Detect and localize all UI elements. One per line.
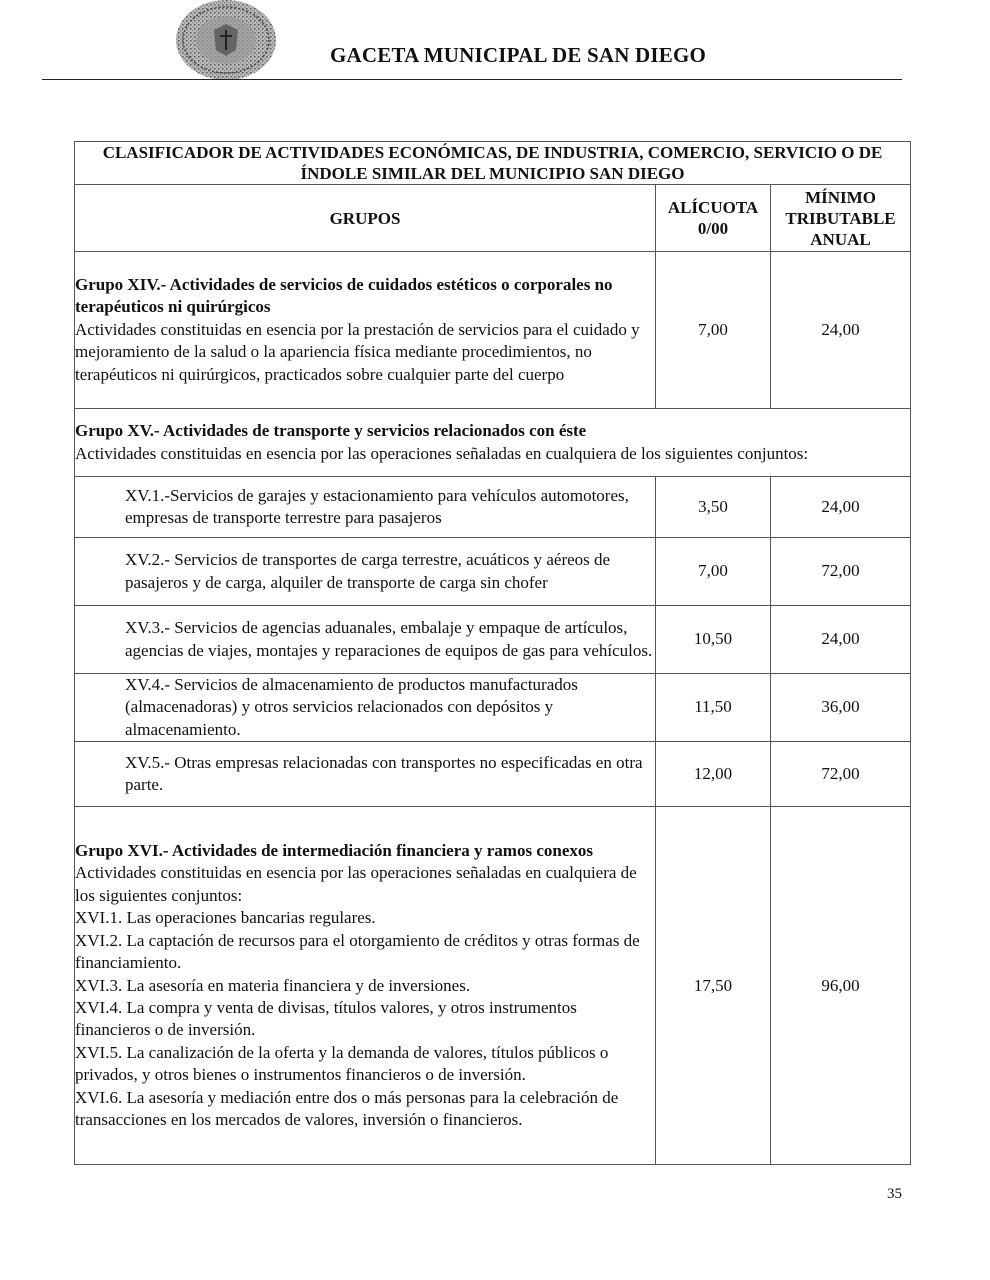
rate-header-line: ALÍCUOTA bbox=[667, 198, 759, 217]
table-row-group-xvi bbox=[75, 807, 911, 1165]
table-title-row bbox=[75, 142, 911, 185]
subgroup-xv-1-rate: 3,50 bbox=[656, 477, 771, 538]
minimum-header-line: MÍNIMO bbox=[805, 187, 876, 207]
group-xiv-description: Actividades constituidas en esencia por la prestación de servicios para el cuidado y mejoramiento de la salud o la apariencia física mediante procedimientos, no terapéuticos ni quirúrgicos, practicados sobre cualquier parte del cuerpo bbox=[75, 319, 640, 384]
group-xvi-cell bbox=[75, 807, 656, 1165]
subgroup-xv-3-description: XV.3.- Servicios de agencias aduanales, embalaje y empaque de artículos, agencias de viajes, montajes y reparaciones de equipos de gas para vehículos. bbox=[75, 606, 656, 674]
rate-header-unit: 0/00 bbox=[697, 219, 729, 238]
subgroup-xv-5-rate: 12,00 bbox=[656, 742, 771, 807]
group-xvi-rate: 17,50 bbox=[656, 807, 771, 1165]
table-row-group-xv bbox=[75, 409, 911, 477]
subgroup-xv-1-minimum: 24,00 bbox=[771, 477, 911, 538]
subgroup-xv-4-minimum: 36,00 bbox=[771, 674, 911, 742]
group-xvi-name: Grupo XVI.- Actividades de intermediación financiera y ramos conexos bbox=[75, 841, 593, 861]
group-xv-cell bbox=[75, 409, 911, 477]
group-xvi-item: XVI.1. Las operaciones bancarias regulares. bbox=[75, 908, 376, 928]
header-divider bbox=[42, 79, 902, 80]
subgroup-xv-4-description: XV.4.- Servicios de almacenamiento de productos manufacturados (almacenadoras) y otros servicios relacionados con depósitos y almacenamiento. bbox=[75, 674, 656, 742]
table-row bbox=[75, 538, 911, 606]
group-xvi-item: XVI.5. La canalización de la oferta y la demanda de valores, títulos públicos o privados, y otros bienes o instrumentos financieros o de inversión. bbox=[75, 1042, 609, 1085]
table-row-group-xiv bbox=[75, 252, 911, 409]
municipal-seal-icon bbox=[174, 0, 278, 80]
table-row bbox=[75, 742, 911, 807]
subgroup-xv-2-rate: 7,00 bbox=[656, 538, 771, 606]
activities-classification-table bbox=[74, 141, 911, 1165]
group-xv-description: Actividades constituidas en esencia por las operaciones señaladas en cualquiera de los siguientes conjuntos: bbox=[75, 443, 809, 463]
table-header-row bbox=[75, 185, 911, 252]
group-xiv-rate: 7,00 bbox=[656, 252, 771, 409]
subgroup-xv-3-rate: 10,50 bbox=[656, 606, 771, 674]
table-row bbox=[75, 477, 911, 538]
table-row bbox=[75, 674, 911, 742]
group-xvi-item: XVI.6. La asesoría y mediación entre dos o más personas para la celebración de transacciones en los mercados de valores, inversión o financieros. bbox=[75, 1087, 619, 1129]
gazette-title: GACETA MUNICIPAL DE SAN DIEGO bbox=[330, 43, 707, 67]
group-xvi-item: XVI.3. La asesoría en materia financiera y de inversiones. bbox=[75, 975, 471, 995]
subgroup-xv-1-description: XV.1.-Servicios de garajes y estacionamiento para vehículos automotores, empresas de transporte terrestre para pasajeros bbox=[75, 477, 656, 538]
subgroup-xv-4-rate: 11,50 bbox=[656, 674, 771, 742]
column-header-groups: GRUPOS bbox=[75, 185, 656, 252]
subgroup-xv-2-description: XV.2.- Servicios de transportes de carga terrestre, acuáticos y aéreos de pasajeros y de carga, alquiler de transporte de carga sin chofer bbox=[75, 538, 656, 606]
subgroup-xv-2-minimum: 72,00 bbox=[771, 538, 911, 606]
subgroup-xv-3-minimum: 24,00 bbox=[771, 606, 911, 674]
group-xiv-minimum: 24,00 bbox=[771, 252, 911, 409]
subgroup-xv-5-description: XV.5.- Otras empresas relacionadas con transportes no especificadas en otra parte. bbox=[75, 742, 656, 807]
group-xvi-item: XVI.2. La captación de recursos para el otorgamiento de créditos y otras formas de financiamiento. bbox=[75, 930, 640, 973]
group-xiv-name: Grupo XIV.- Actividades de servicios de cuidados estéticos o corporales no terapéuticos ni quirúrgicos bbox=[75, 274, 613, 317]
table-row bbox=[75, 606, 911, 674]
group-xvi-item: XVI.4. La compra y venta de divisas, títulos valores, y otros instrumentos financieros o de inversión. bbox=[75, 997, 577, 1040]
column-header-rate bbox=[656, 185, 771, 252]
group-xv-name: Grupo XV.- Actividades de transporte y servicios relacionados con éste bbox=[75, 421, 587, 441]
column-header-minimum bbox=[771, 185, 911, 252]
page-number: 35 bbox=[887, 1186, 902, 1202]
minimum-header-line: ANUAL bbox=[810, 229, 871, 249]
group-xiv-cell bbox=[75, 252, 656, 409]
minimum-header-line: TRIBUTABLE bbox=[785, 208, 896, 228]
group-xvi-description: Actividades constituidas en esencia por las operaciones señaladas en cualquiera de los siguientes conjuntos: bbox=[75, 863, 637, 905]
subgroup-xv-5-minimum: 72,00 bbox=[771, 742, 911, 807]
table-title: CLASIFICADOR DE ACTIVIDADES ECONÓMICAS, DE INDUSTRIA, COMERCIO, SERVICIO O DE ÍNDOLE SIMILAR DEL MUNICIPIO SAN DIEGO bbox=[75, 142, 911, 185]
group-xvi-minimum: 96,00 bbox=[771, 807, 911, 1165]
